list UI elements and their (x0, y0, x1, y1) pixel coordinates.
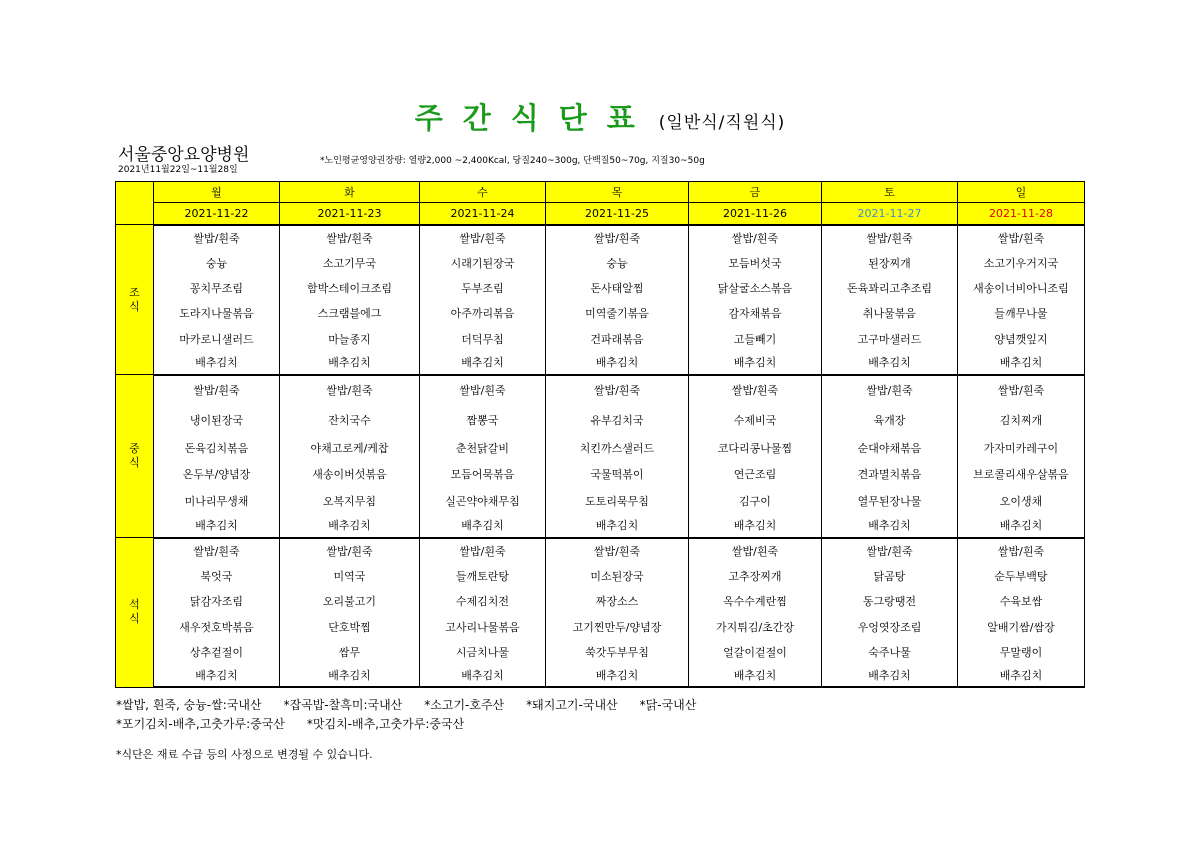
menu-row (116, 434, 1085, 460)
menu-item: 양념깻잎지 (958, 326, 1085, 351)
menu-item: 동그랑땡전 (822, 589, 958, 614)
menu-item: 쌀밥/흰죽 (280, 538, 420, 563)
menu-row (116, 563, 1085, 588)
menu-item: 고기찐만두/양념장 (546, 614, 689, 639)
menu-row (116, 225, 1085, 250)
menu-item: 쌈무 (280, 639, 420, 664)
day-name: 화 (280, 182, 420, 203)
menu-item: 닭곰탕 (822, 563, 958, 588)
menu-item: 모듬버섯국 (689, 250, 822, 275)
menu-item: 수제비국 (689, 405, 822, 434)
meal-label: 중 식 (116, 375, 154, 538)
origin-note: *쌀밥, 흰죽, 숭늉-쌀:국내산 (116, 698, 262, 712)
menu-period: 2021년11월22일~11월28일 (118, 165, 238, 175)
menu-item: 오리불고기 (280, 589, 420, 614)
menu-item: 쌀밥/흰죽 (420, 225, 546, 250)
menu-item: 배추김치 (280, 514, 420, 538)
menu-item: 쌀밥/흰죽 (689, 538, 822, 563)
menu-item: 배추김치 (280, 665, 420, 687)
menu-item: 견과멸치볶음 (822, 461, 958, 488)
origin-notes-line-2 (116, 715, 718, 734)
menu-item: 새송이버섯볶음 (280, 461, 420, 488)
menu-item: 쌀밥/흰죽 (689, 375, 822, 405)
menu-item: 도라지나물볶음 (154, 301, 280, 326)
menu-item: 시래기된장국 (420, 250, 546, 275)
menu-item: 배추김치 (546, 514, 689, 538)
menu-item: 야채고로케/케찹 (280, 434, 420, 460)
nutrition-guideline: *노인평균영양권장량: 열량2,000 ~2,400Kcal, 당질240~300g, 단백질50~70g, 지질30~50g (320, 156, 705, 166)
menu-item: 오복지무침 (280, 488, 420, 513)
menu-item: 김치찌개 (958, 405, 1085, 434)
menu-row (116, 250, 1085, 275)
menu-item: 순두부백탕 (958, 563, 1085, 588)
menu-row (116, 514, 1085, 538)
menu-item: 가지튀김/초간장 (689, 614, 822, 639)
menu-item: 취나물볶음 (822, 301, 958, 326)
date-header-row (116, 203, 1085, 225)
menu-item: 배추김치 (689, 514, 822, 538)
menu-item: 연근조림 (689, 461, 822, 488)
menu-item: 옥수수계란찜 (689, 589, 822, 614)
change-notice: *식단은 재료 수급 등의 사정으로 변경될 수 있습니다. (116, 748, 373, 761)
page-title: 주간식단표 (414, 101, 655, 135)
menu-row (116, 351, 1085, 374)
menu-item: 무말랭이 (958, 639, 1085, 664)
menu-item: 돈육김치볶음 (154, 434, 280, 460)
menu-item: 닭감자조림 (154, 589, 280, 614)
day-name: 일 (958, 182, 1085, 203)
menu-item: 배추김치 (689, 351, 822, 374)
menu-row (116, 405, 1085, 434)
weekly-menu-table (115, 181, 1085, 688)
menu-item: 돈육꽈리고추조림 (822, 275, 958, 300)
menu-item: 고구마샐러드 (822, 326, 958, 351)
menu-item: 배추김치 (154, 665, 280, 687)
day-date: 2021-11-24 (420, 203, 546, 225)
menu-item: 함박스테이크조림 (280, 275, 420, 300)
menu-row (116, 326, 1085, 351)
menu-item: 소고기무국 (280, 250, 420, 275)
menu-item: 도토리묵무침 (546, 488, 689, 513)
day-date: 2021-11-23 (280, 203, 420, 225)
origin-note: *잡곡밥-찰흑미:국내산 (283, 698, 403, 712)
menu-row (116, 614, 1085, 639)
menu-row (116, 461, 1085, 488)
menu-item: 오이생채 (958, 488, 1085, 513)
menu-item: 쌀밥/흰죽 (546, 538, 689, 563)
menu-item: 돈사태알찜 (546, 275, 689, 300)
hospital-name: 서울중앙요양병원 (118, 145, 250, 165)
menu-item: 쌀밥/흰죽 (280, 375, 420, 405)
menu-item: 쌀밥/흰죽 (420, 538, 546, 563)
menu-item: 짜장소스 (546, 589, 689, 614)
day-date: 2021-11-22 (154, 203, 280, 225)
menu-item: 미역국 (280, 563, 420, 588)
menu-item: 쌀밥/흰죽 (154, 225, 280, 250)
menu-row (116, 538, 1085, 563)
menu-item: 실곤약야채무침 (420, 488, 546, 513)
menu-item: 알배기쌈/쌈장 (958, 614, 1085, 639)
menu-item: 새송이너비아니조림 (958, 275, 1085, 300)
menu-item: 쌀밥/흰죽 (420, 375, 546, 405)
menu-item: 닭살굴소스볶음 (689, 275, 822, 300)
menu-item: 고사리나물볶음 (420, 614, 546, 639)
menu-row (116, 275, 1085, 300)
menu-item: 쌀밥/흰죽 (822, 225, 958, 250)
menu-item: 수제김치전 (420, 589, 546, 614)
menu-item: 쌀밥/흰죽 (822, 375, 958, 405)
menu-item: 배추김치 (420, 514, 546, 538)
menu-item: 우엉엿장조림 (822, 614, 958, 639)
day-header-row (116, 182, 1085, 203)
menu-item: 브로콜리새우살볶음 (958, 461, 1085, 488)
menu-row (116, 639, 1085, 664)
menu-row (116, 665, 1085, 687)
menu-item: 미나리무생채 (154, 488, 280, 513)
origin-note: *포기김치-배추,고춧가루:중국산 (116, 717, 285, 731)
menu-item: 수육보쌈 (958, 589, 1085, 614)
day-name: 수 (420, 182, 546, 203)
menu-item: 마늘종지 (280, 326, 420, 351)
menu-item: 마카로니샐러드 (154, 326, 280, 351)
header-corner (116, 182, 154, 225)
menu-item: 배추김치 (154, 351, 280, 374)
menu-item: 모듬어묵볶음 (420, 461, 546, 488)
day-name: 목 (546, 182, 689, 203)
menu-item: 들깨토란탕 (420, 563, 546, 588)
menu-item: 숙주나물 (822, 639, 958, 664)
menu-item: 쌀밥/흰죽 (280, 225, 420, 250)
menu-item: 쌀밥/흰죽 (822, 538, 958, 563)
menu-item: 잔치국수 (280, 405, 420, 434)
menu-item: 유부김치국 (546, 405, 689, 434)
menu-item: 육개장 (822, 405, 958, 434)
menu-item: 된장찌개 (822, 250, 958, 275)
day-date: 2021-11-26 (689, 203, 822, 225)
menu-item: 더덕무침 (420, 326, 546, 351)
page-subtitle: (일반식/직원식) (658, 113, 786, 133)
menu-item: 꽁치무조림 (154, 275, 280, 300)
menu-item: 숭늉 (546, 250, 689, 275)
menu-item: 짬뽕국 (420, 405, 546, 434)
menu-item: 스크램블에그 (280, 301, 420, 326)
menu-item: 치킨까스샐러드 (546, 434, 689, 460)
menu-item: 쌀밥/흰죽 (546, 225, 689, 250)
menu-item: 김구이 (689, 488, 822, 513)
menu-item: 쌀밥/흰죽 (958, 375, 1085, 405)
menu-item: 쌀밥/흰죽 (546, 375, 689, 405)
menu-item: 배추김치 (546, 665, 689, 687)
menu-item: 배추김치 (822, 514, 958, 538)
menu-item: 단호박찜 (280, 614, 420, 639)
origin-notes (116, 696, 718, 734)
menu-item: 미소된장국 (546, 563, 689, 588)
menu-item: 가자미카레구이 (958, 434, 1085, 460)
menu-row (116, 301, 1085, 326)
menu-item: 얼갈이겉절이 (689, 639, 822, 664)
menu-item: 쌀밥/흰죽 (154, 538, 280, 563)
menu-item: 미역줄기볶음 (546, 301, 689, 326)
meal-label: 조 식 (116, 225, 154, 375)
origin-note: *닭-국내산 (639, 698, 697, 712)
menu-item: 상추겉절이 (154, 639, 280, 664)
day-name: 월 (154, 182, 280, 203)
origin-note: *돼지고기-국내산 (526, 698, 618, 712)
menu-item: 냉이된장국 (154, 405, 280, 434)
menu-item: 고들빼기 (689, 326, 822, 351)
menu-item: 시금치나물 (420, 639, 546, 664)
menu-item: 배추김치 (280, 351, 420, 374)
menu-item: 배추김치 (958, 351, 1085, 374)
menu-item: 배추김치 (420, 665, 546, 687)
menu-item: 쌀밥/흰죽 (689, 225, 822, 250)
day-date: 2021-11-28 (958, 203, 1085, 225)
menu-item: 열무된장나물 (822, 488, 958, 513)
origin-note: *소고기-호주산 (424, 698, 505, 712)
day-date: 2021-11-27 (822, 203, 958, 225)
menu-item: 새우젓호박볶음 (154, 614, 280, 639)
menu-item: 온두부/양념장 (154, 461, 280, 488)
menu-item: 들깨무나물 (958, 301, 1085, 326)
menu-item: 춘천닭갈비 (420, 434, 546, 460)
menu-item: 배추김치 (420, 351, 546, 374)
menu-item: 배추김치 (958, 514, 1085, 538)
menu-item: 건파래볶음 (546, 326, 689, 351)
menu-item: 숭늉 (154, 250, 280, 275)
menu-item: 배추김치 (689, 665, 822, 687)
menu-item: 국물떡볶이 (546, 461, 689, 488)
menu-item: 북엇국 (154, 563, 280, 588)
origin-notes-line-1 (116, 696, 718, 715)
title-block (0, 96, 1200, 137)
day-date: 2021-11-25 (546, 203, 689, 225)
menu-item: 감자채볶음 (689, 301, 822, 326)
menu-item: 두부조림 (420, 275, 546, 300)
day-name: 금 (689, 182, 822, 203)
menu-item: 쌀밥/흰죽 (958, 538, 1085, 563)
menu-item: 배추김치 (822, 351, 958, 374)
menu-item: 고추장찌개 (689, 563, 822, 588)
menu-item: 배추김치 (958, 665, 1085, 687)
menu-item: 쌀밥/흰죽 (154, 375, 280, 405)
menu-row (116, 375, 1085, 405)
origin-note: *맛김치-배추,고춧가루:중국산 (306, 717, 465, 731)
menu-row (116, 589, 1085, 614)
menu-item: 소고기우거지국 (958, 250, 1085, 275)
menu-row (116, 488, 1085, 513)
menu-item: 아주까리볶음 (420, 301, 546, 326)
day-name: 토 (822, 182, 958, 203)
menu-item: 배추김치 (546, 351, 689, 374)
menu-item: 순대야채볶음 (822, 434, 958, 460)
menu-item: 배추김치 (154, 514, 280, 538)
meal-label: 석 식 (116, 538, 154, 687)
menu-item: 쑥갓두부무침 (546, 639, 689, 664)
menu-item: 쌀밥/흰죽 (958, 225, 1085, 250)
menu-item: 배추김치 (822, 665, 958, 687)
menu-item: 코다리콩나물찜 (689, 434, 822, 460)
